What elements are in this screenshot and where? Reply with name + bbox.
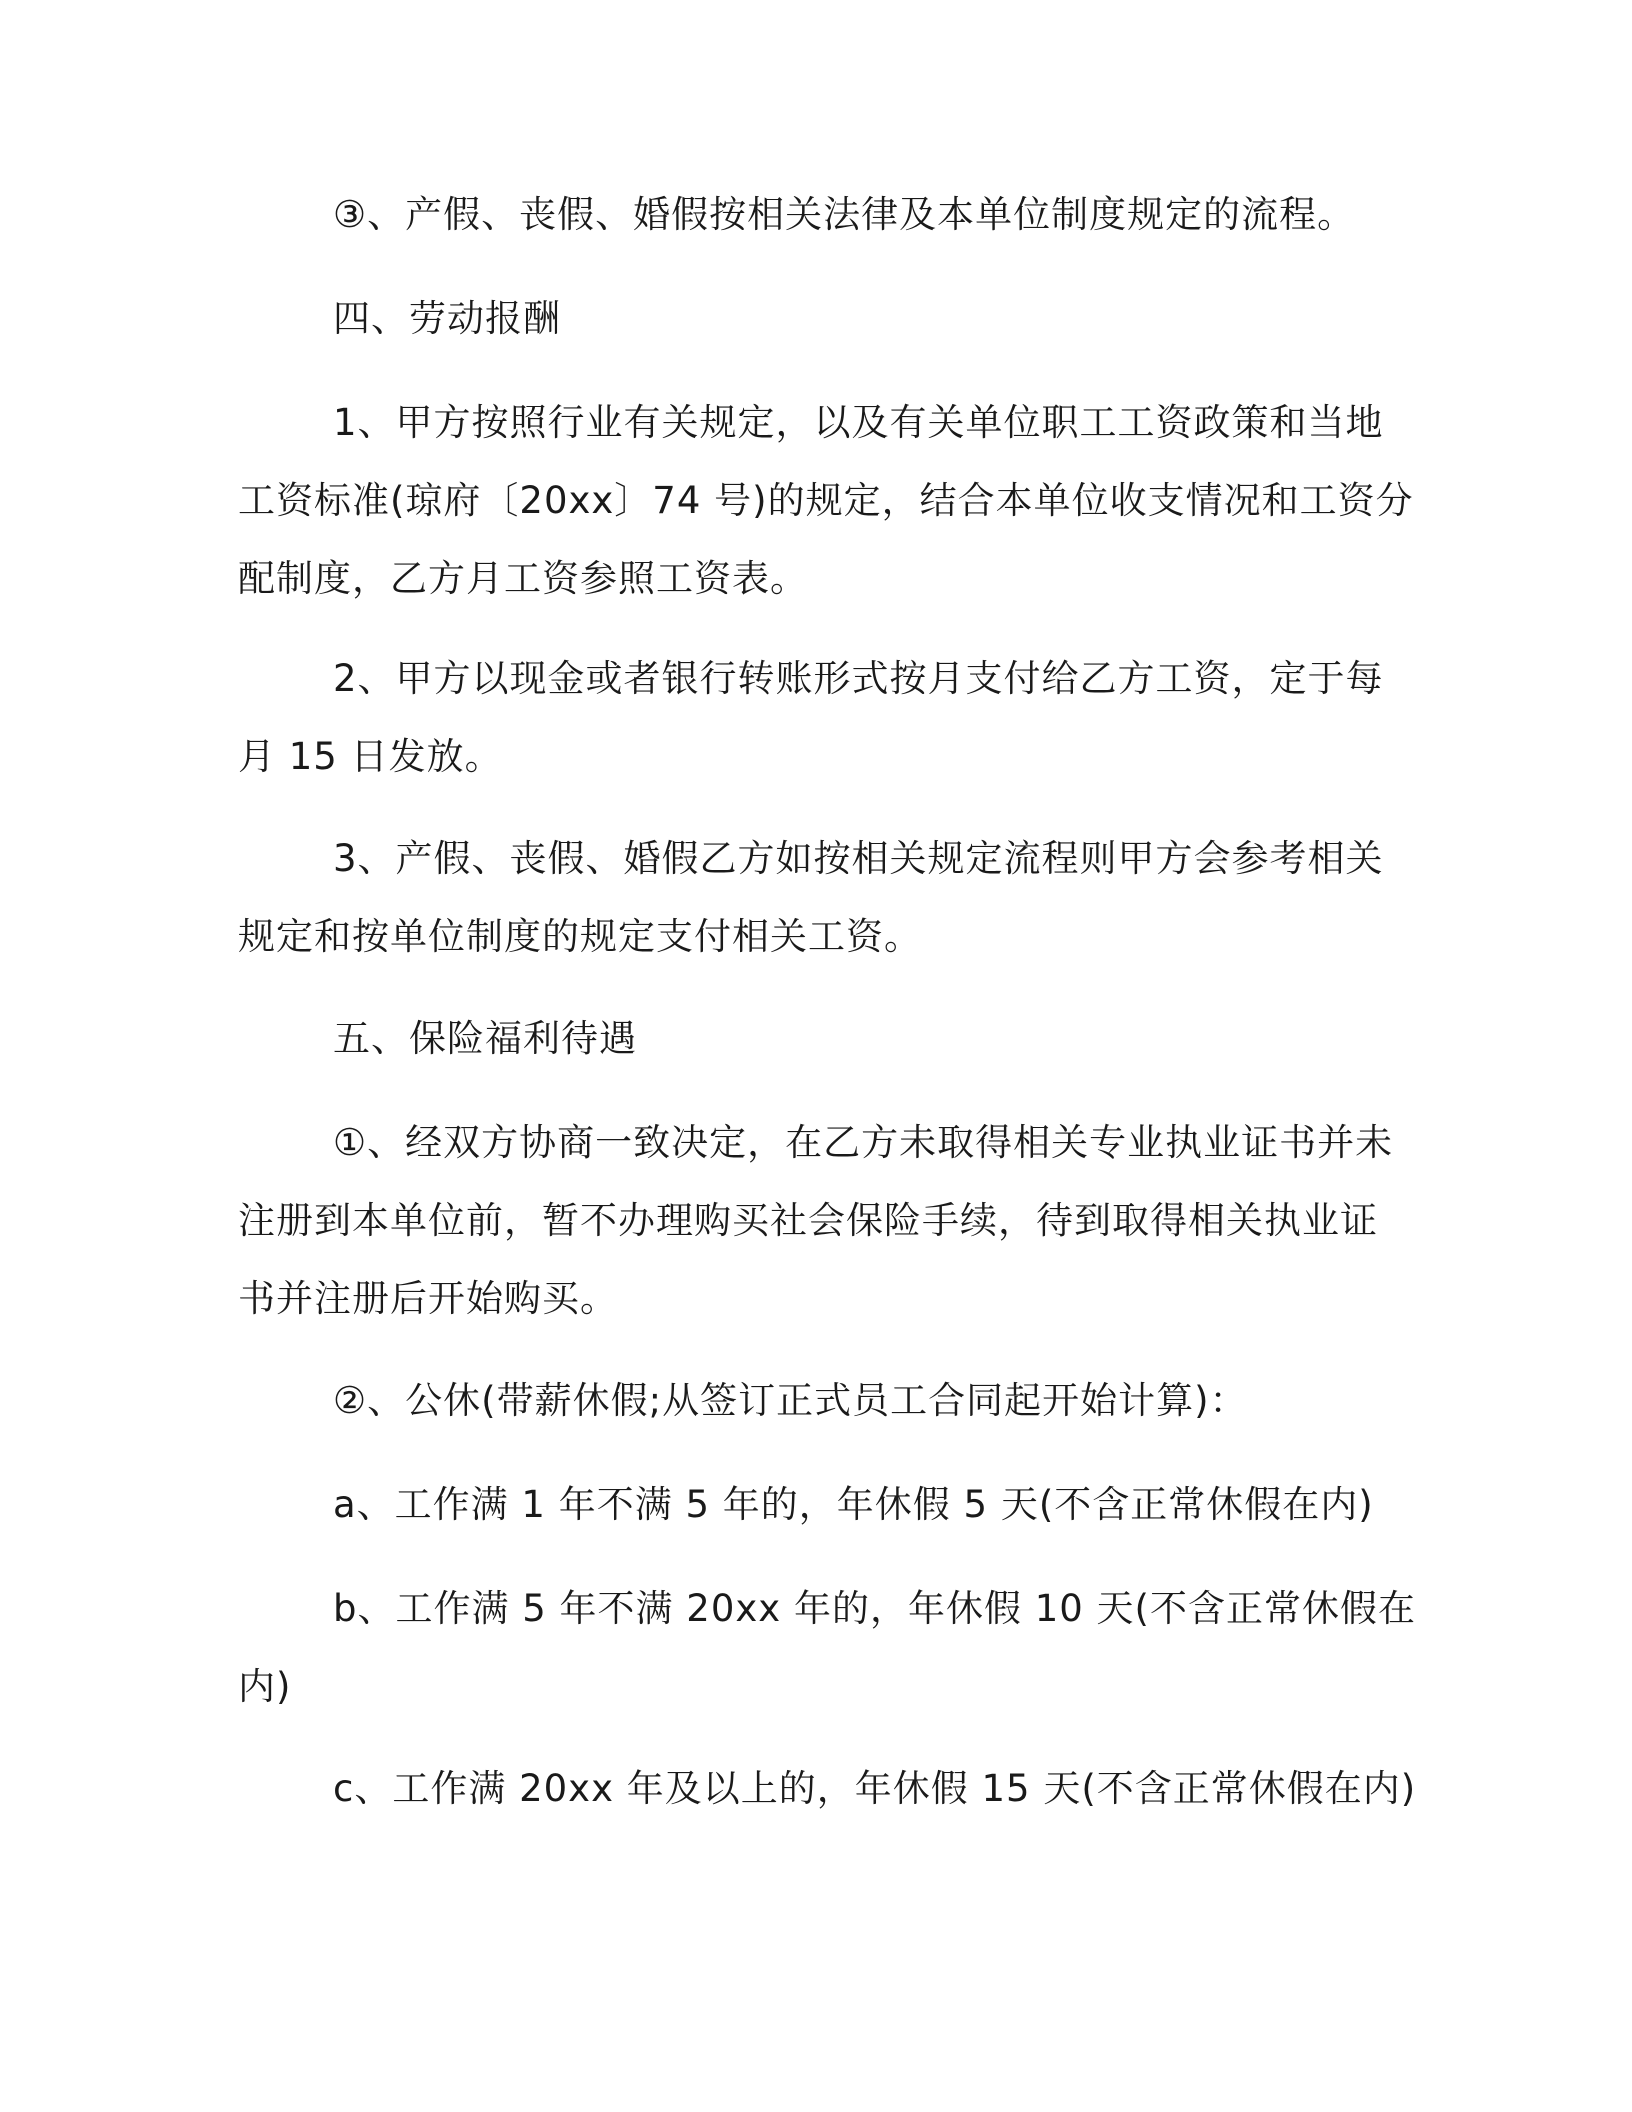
text-line: a、工作满 1 年不满 5 年的，年休假 5 天(不含正常休假在内)	[333, 1483, 1374, 1526]
text-line: 规定和按单位制度的规定支付相关工资。	[238, 915, 922, 958]
text-line: 四、劳动报酬	[333, 297, 561, 340]
text-line: ②、公休(带薪休假;从签订正式员工合同起开始计算)：	[333, 1379, 1248, 1422]
text-line: 1、甲方按照行业有关规定，以及有关单位职工工资政策和当地	[333, 401, 1384, 444]
text-line: 月 15 日发放。	[238, 735, 503, 778]
paragraph-remuneration-1	[238, 384, 1414, 618]
text-line: c、工作满 20xx 年及以上的，年休假 15 天(不含正常休假在内)	[333, 1767, 1417, 1810]
text-line: ③、产假、丧假、婚假按相关法律及本单位制度规定的流程。	[333, 193, 1356, 236]
paragraph-paid-leave	[238, 1362, 1388, 1440]
paragraph-insurance-1	[238, 1104, 1394, 1338]
paragraph-leave-c	[238, 1750, 1417, 1828]
text-line: 3、产假、丧假、婚假乙方如按相关规定流程则甲方会参考相关	[333, 837, 1384, 880]
paragraph-remuneration-2	[238, 640, 1388, 796]
paragraph-leave-b	[238, 1570, 1416, 1726]
text-line: b、工作满 5 年不满 20xx 年的，年休假 10 天(不含正常休假在	[333, 1587, 1416, 1630]
text-line: ①、经双方协商一致决定，在乙方未取得相关专业执业证书并未	[333, 1121, 1394, 1164]
text-line: 2、甲方以现金或者银行转账形式按月支付给乙方工资，定于每	[333, 657, 1384, 700]
text-line: 注册到本单位前，暂不办理购买社会保险手续，待到取得相关执业证	[238, 1199, 1378, 1242]
section-heading-remuneration	[238, 280, 1388, 358]
text-line: 工资标准(琼府〔20xx〕74 号)的规定，结合本单位收支情况和工资分	[238, 479, 1414, 522]
paragraph-leave-process	[238, 176, 1388, 254]
text-line: 内)	[238, 1665, 292, 1708]
text-line: 五、保险福利待遇	[333, 1017, 637, 1060]
section-heading-insurance	[238, 1000, 1388, 1078]
paragraph-remuneration-3	[238, 820, 1388, 976]
text-line: 书并注册后开始购买。	[238, 1277, 618, 1320]
text-line: 配制度，乙方月工资参照工资表。	[238, 557, 808, 600]
paragraph-leave-a	[238, 1466, 1388, 1544]
